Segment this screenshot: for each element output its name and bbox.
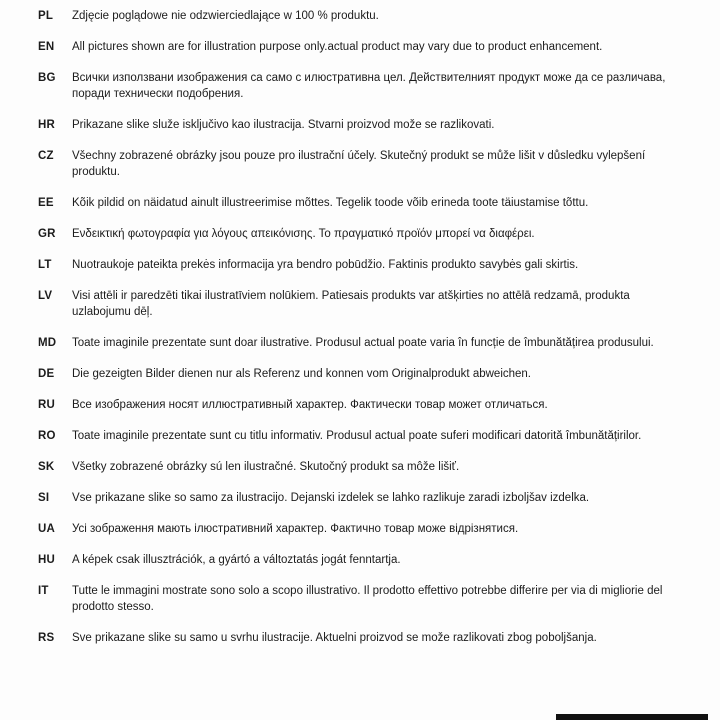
language-code-label: SI xyxy=(38,492,50,504)
disclaimer-text: Ενδεικτική φωτογραφία για λόγους απεικόνισης. Το πραγματικό προϊόν μπορεί να διαφέρει. xyxy=(72,228,535,240)
disclaimer-text: Zdjęcie poglądowe nie odzwierciedlające w 100 % produktu. xyxy=(72,10,379,22)
language-code-label: SK xyxy=(38,461,55,473)
disclaimer-text: Nuotraukoje pateikta prekės informacija yra bendro pobūdžio. Faktinis produkto savybės gali skirtis. xyxy=(72,259,579,271)
disclaimer-text: Vse prikazane slike so samo za ilustracijo. Dejanski izdelek se lahko razlikuje zaradi izboljšav izdelka. xyxy=(72,492,590,504)
disclaimer-row xyxy=(38,226,682,242)
disclaimer-list xyxy=(38,8,682,646)
disclaimer-row xyxy=(38,288,682,320)
language-code-label: HU xyxy=(38,554,56,566)
disclaimer-row xyxy=(38,148,682,180)
disclaimer-text: Tutte le immagini mostrate sono solo a scopo illustrativo. Il prodotto effettivo potrebbe differire per via di migliorie del prodotto stesso. xyxy=(72,585,663,613)
disclaimer-text: Sve prikazane slike su samo u svrhu ilustracije. Aktuelni proizvod se može razlikovati zbog poboljšanja. xyxy=(72,632,597,644)
disclaimer-row xyxy=(38,459,682,475)
disclaimer-row xyxy=(38,257,682,273)
language-code-label: LT xyxy=(38,259,52,271)
disclaimer-text: Toate imaginile prezentate sunt doar ilustrative. Produsul actual poate varia în funcție de îmbunătățirea produsului. xyxy=(72,337,654,349)
disclaimer-row xyxy=(38,366,682,382)
disclaimer-row xyxy=(38,521,682,537)
disclaimer-row xyxy=(38,490,682,506)
disclaimer-row xyxy=(38,397,682,413)
disclaimer-row xyxy=(38,117,682,133)
language-code-label: PL xyxy=(38,10,54,22)
disclaimer-text: All pictures shown are for illustration purpose only.actual product may vary due to product enhancement. xyxy=(72,41,603,53)
disclaimer-text: Усі зображення мають ілюстративний характер. Фактично товар може відрізнятися. xyxy=(72,523,519,535)
disclaimer-text: Kõik pildid on näidatud ainult illustreerimise mõttes. Tegelik toode võib erineda toote täiustamise tõttu. xyxy=(72,197,589,209)
language-code-label: RS xyxy=(38,632,55,644)
language-code-label: GR xyxy=(38,228,56,240)
disclaimer-row xyxy=(38,195,682,211)
disclaimer-text: Всички използвани изображения са само с илюстративна цел. Действителният продукт може да се различава, поради технически подобрения. xyxy=(72,72,666,100)
disclaimer-row xyxy=(38,39,682,55)
language-code-label: IT xyxy=(38,585,49,597)
language-code-label: EN xyxy=(38,41,55,53)
disclaimer-row xyxy=(38,552,682,568)
language-code-label: MD xyxy=(38,337,57,349)
language-code-label: RO xyxy=(38,430,56,442)
language-code-label: LV xyxy=(38,290,53,302)
disclaimer-text: Visi attēli ir paredzēti tikai ilustratīviem nolūkiem. Patiesais produkts var atšķirties no attēlā redzamā, produkta uzlabojumu dēļ. xyxy=(72,290,630,318)
disclaimer-row xyxy=(38,428,682,444)
language-code-label: BG xyxy=(38,72,56,84)
disclaimer-text: Prikazane slike služe isključivo kao ilustracija. Stvarni proizvod može se razlikovati. xyxy=(72,119,495,131)
cropped-image-edge xyxy=(556,714,708,720)
disclaimer-row xyxy=(38,8,682,24)
language-code-label: HR xyxy=(38,119,56,131)
disclaimer-text: Все изображения носят иллюстративный характер. Фактически товар может отличаться. xyxy=(72,399,548,411)
language-code-label: EE xyxy=(38,197,54,209)
language-code-label: CZ xyxy=(38,150,54,162)
disclaimer-row xyxy=(38,335,682,351)
disclaimer-text: A képek csak illusztrációk, a gyártó a változtatás jogát fenntartja. xyxy=(72,554,401,566)
disclaimer-row xyxy=(38,583,682,615)
disclaimer-text: Všetky zobrazené obrázky sú len ilustračné. Skutočný produkt sa môže lišiť. xyxy=(72,461,460,473)
disclaimer-text: Všechny zobrazené obrázky jsou pouze pro ilustrační účely. Skutečný produkt se může lišit v důsledku vylepšení produktu. xyxy=(72,150,646,178)
language-code-label: RU xyxy=(38,399,56,411)
disclaimer-row xyxy=(38,630,682,646)
language-code-label: UA xyxy=(38,523,56,535)
disclaimer-text: Toate imaginile prezentate sunt cu titlu informativ. Produsul actual poate suferi modificari datorită îmbunătățirilor. xyxy=(72,430,642,442)
disclaimer-row xyxy=(38,70,682,102)
disclaimer-text: Die gezeigten Bilder dienen nur als Referenz und konnen vom Originalprodukt abweichen. xyxy=(72,368,532,380)
language-code-label: DE xyxy=(38,368,55,380)
